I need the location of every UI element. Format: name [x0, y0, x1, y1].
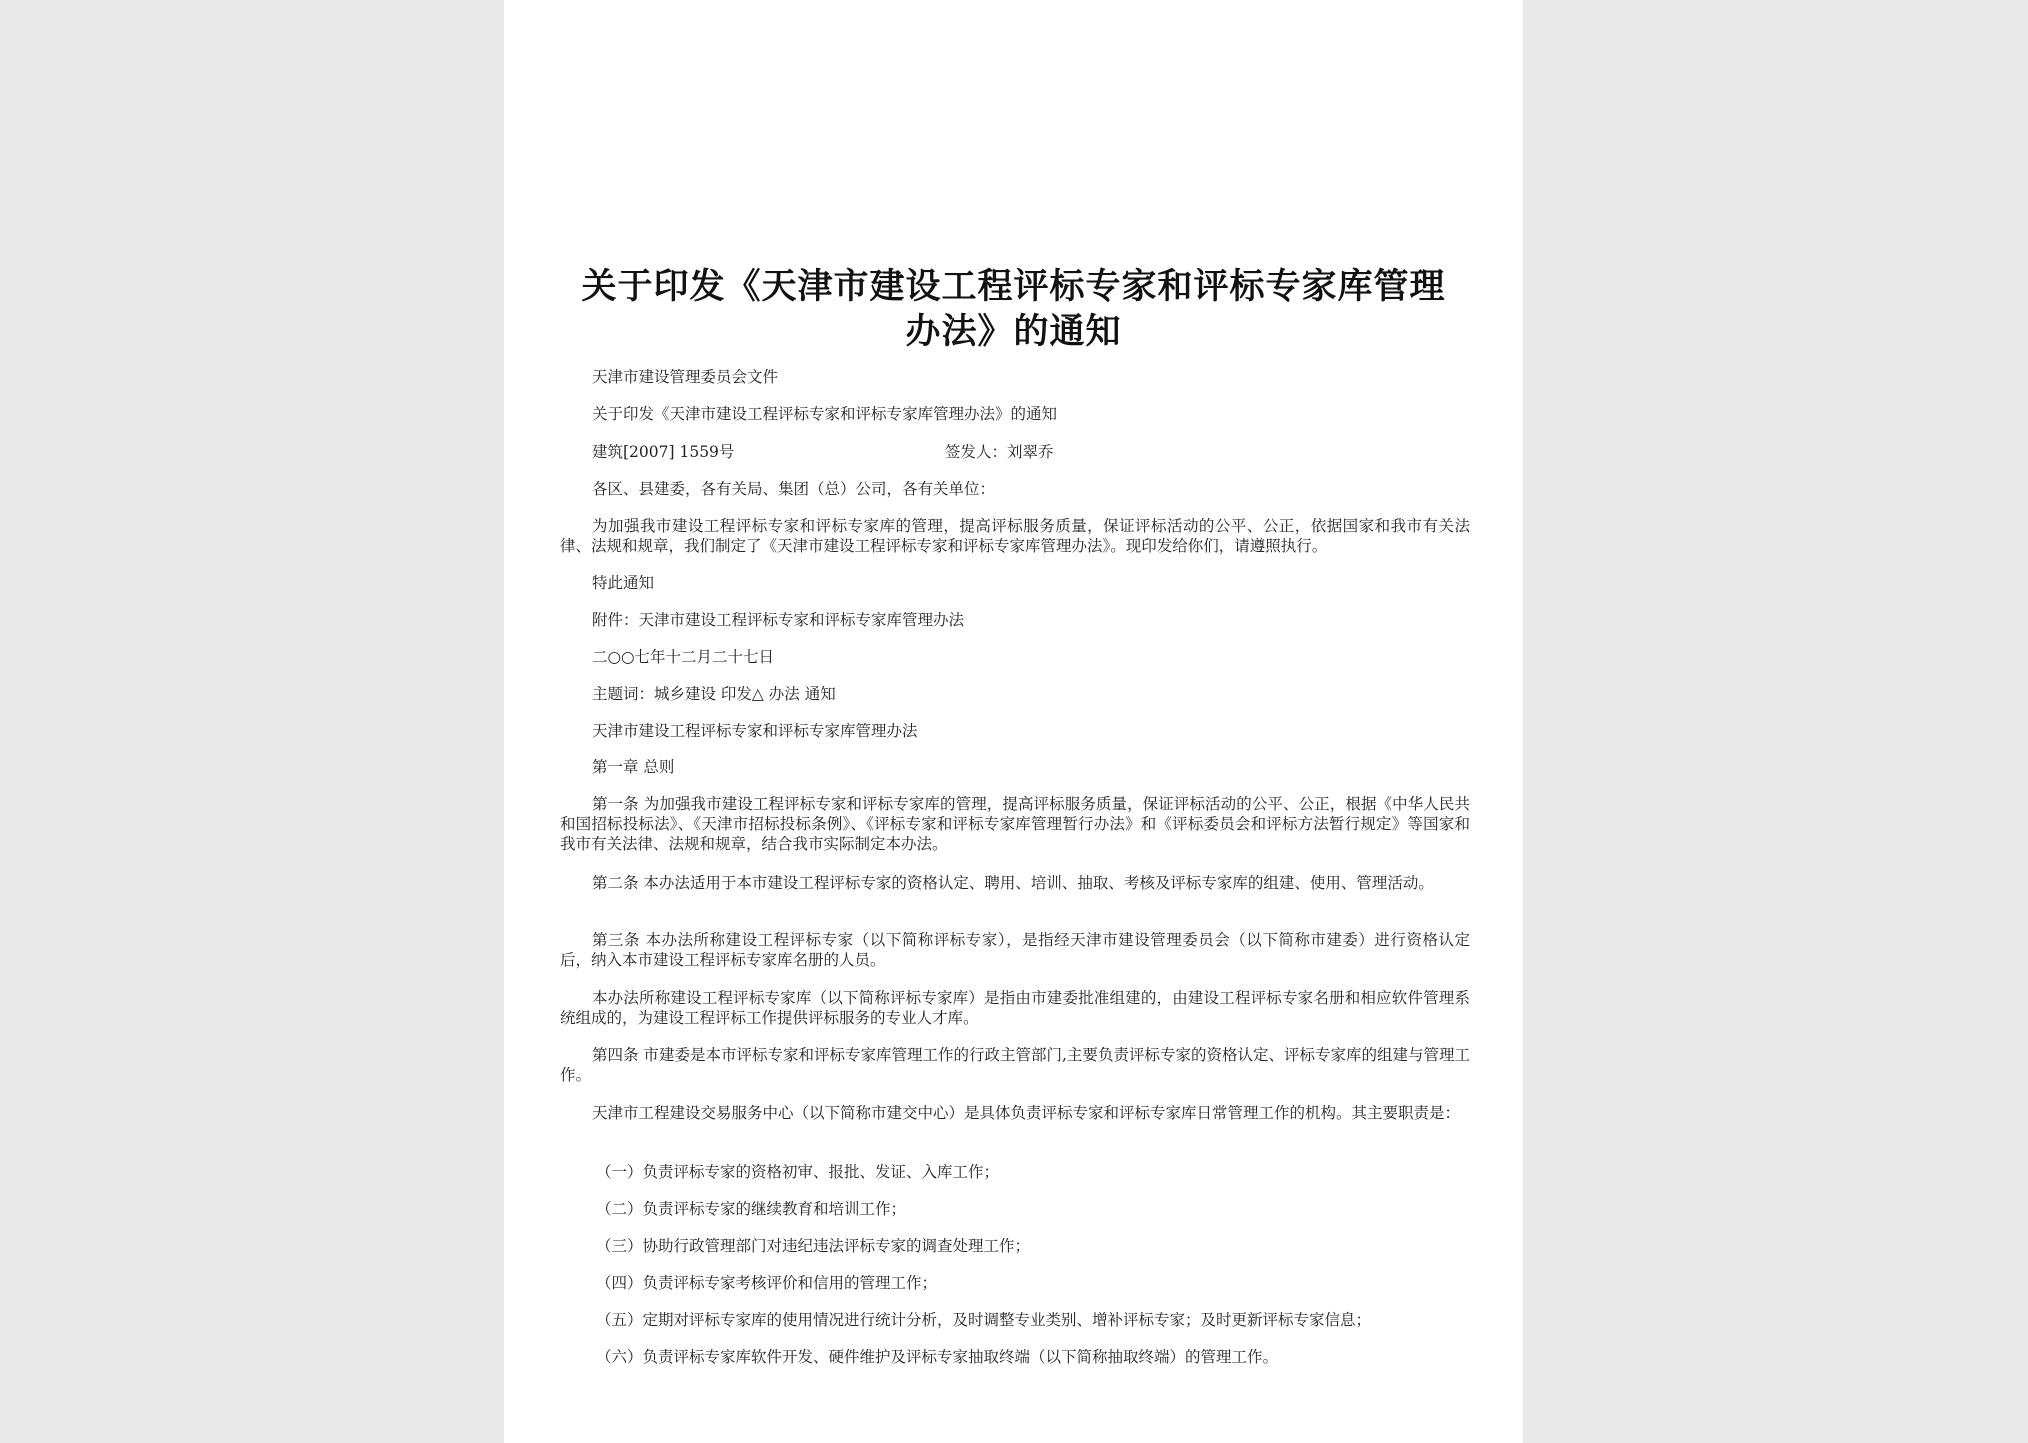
duty-item: （二）负责评标专家的继续教育和培训工作；	[596, 1200, 907, 1218]
duty-item: （六）负责评标专家库软件开发、硬件维护及评标专家抽取终端（以下简称抽取终端）的管理工作。	[596, 1348, 1279, 1366]
article-4: 第四条 市建委是本市评标专家和评标专家库管理工作的行政主管部门,主要负责评标专家的资格认定、评标专家库的组建与管理工作。	[560, 1046, 1470, 1084]
duty-item: （五）定期对评标专家库的使用情况进行统计分析，及时调整专业类别、增补评标专家；及时更新评标专家信息；	[596, 1311, 1372, 1329]
intro-paragraph: 为加强我市建设工程评标专家和评标专家库的管理，提高评标服务质量，保证评标活动的公平、公正，依据国家和我市有关法律、法规和规章，我们制定了《天津市建设工程评标专家和评标专家库管理办法》。现印发给你们，请遵照执行。	[560, 517, 1470, 555]
signer: 签发人：刘翠乔	[945, 443, 1054, 461]
keywords-line: 主题词：城乡建设 印发△ 办法 通知	[592, 685, 836, 703]
chapter-heading: 第一章 总则	[592, 758, 675, 776]
issuer-line: 天津市建设管理委员会文件	[592, 368, 779, 386]
document-title-line-1: 关于印发《天津市建设工程评标专家和评标专家库管理	[581, 266, 1446, 307]
addressee: 各区、县建委，各有关局、集团（总）公司，各有关单位：	[592, 480, 996, 498]
article-1: 第一条 为加强我市建设工程评标专家和评标专家库的管理，提高评标服务质量，保证评标活动的公平、公正，根据《中华人民共和国招标投标法》、《天津市招标投标条例》、《评标专家和评标专家库管理暂行办法》和《评标委员会和评标方法暂行规定》等国家和我市有关法律、法规和规章，结合我市实际制定本办法。	[560, 795, 1470, 853]
duty-item: （一）负责评标专家的资格初审、报批、发证、入库工作；	[596, 1163, 1000, 1181]
article-3-paragraph-2: 本办法所称建设工程评标专家库（以下简称评标专家库）是指由市建委批准组建的，由建设工程评标专家名册和相应软件管理系统组成的，为建设工程评标工作提供评标服务的专业人才库。	[560, 989, 1470, 1027]
measures-title: 天津市建设工程评标专家和评标专家库管理办法	[592, 722, 918, 740]
doc-number: 建筑[2007] 1559号	[592, 443, 735, 461]
document-title-line-2: 办法》的通知	[905, 311, 1122, 352]
date-line: 二○○七年十二月二十七日	[592, 648, 775, 666]
duty-item: （四）负责评标专家考核评价和信用的管理工作；	[596, 1274, 938, 1292]
article-2: 第二条 本办法适用于本市建设工程评标专家的资格认定、聘用、培训、抽取、考核及评标专家库的组建、使用、管理活动。	[592, 874, 1434, 892]
subject-line: 关于印发《天津市建设工程评标专家和评标专家库管理办法》的通知	[592, 405, 1058, 423]
attachment-line: 附件：天津市建设工程评标专家和评标专家库管理办法	[592, 611, 965, 629]
document-page	[504, 0, 1523, 1443]
notice-phrase: 特此通知	[592, 574, 655, 592]
duty-item: （三）协助行政管理部门对违纪违法评标专家的调查处理工作；	[596, 1237, 1031, 1255]
article-4-paragraph-2: 天津市工程建设交易服务中心（以下简称市建交中心）是具体负责评标专家和评标专家库日常管理工作的机构。其主要职责是：	[592, 1104, 1461, 1122]
article-3: 第三条 本办法所称建设工程评标专家（以下简称评标专家），是指经天津市建设管理委员会（以下简称市建委）进行资格认定后，纳入本市建设工程评标专家库名册的人员。	[560, 931, 1470, 969]
